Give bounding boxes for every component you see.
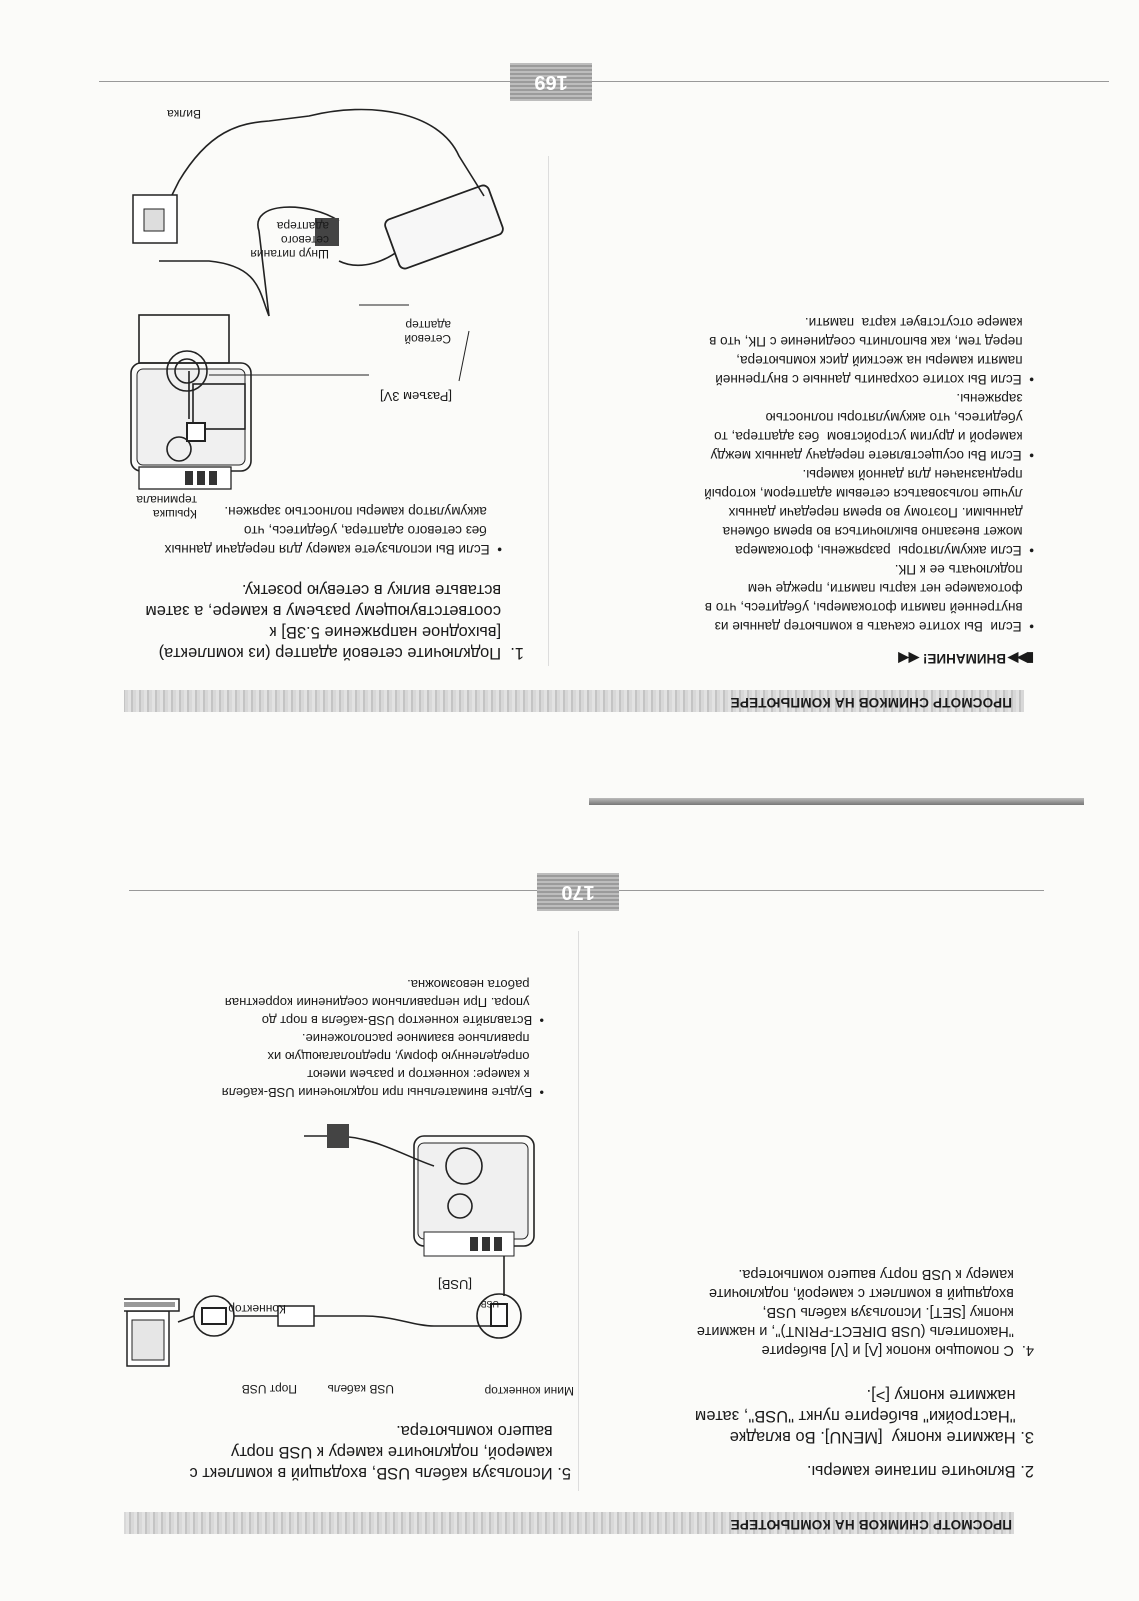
ac-adapter-diagram xyxy=(89,106,509,501)
label-dc-jack: [Разъем 3V] xyxy=(379,389,452,404)
camera-illustration xyxy=(414,1136,534,1256)
warning-icon: ◀◀ xyxy=(898,651,923,666)
label-mini-connector: Мини коннектор xyxy=(484,1384,574,1398)
page-number: 169 xyxy=(510,63,592,101)
computer-illustration xyxy=(124,1299,179,1366)
step-2: 2. Включите питание камеры. xyxy=(806,1462,1034,1480)
page-header: ПРОСМОТР СНИМКОВ НА КОМПЬЮТЕРЕ xyxy=(730,1517,1012,1532)
step-1-note: • Если Вы используете камеру для передачи данных без сетевого адаптера, убедитесь, что аккумулятор камеры полностью заряжен. xyxy=(164,504,502,557)
label-power-cord: Шнур питания сетевого адаптера xyxy=(250,219,329,261)
step-5: 5. Используя кабель USB, входящий в комплект с камерой, подключите камеру к USB порту вашего компьютера. xyxy=(189,1422,571,1482)
step-1: 1. Подключите сетевой адаптер (из комплекта) [выходное напряжение 5.3В] к соответствующему разъему в камере, а затем вставьте вилку в сетевую розетку. xyxy=(145,581,524,662)
footer-rule xyxy=(99,81,1109,82)
label-connector: Коннектор xyxy=(228,1302,286,1316)
usb-notes: • Будьте внимательны при подключении USB-кабеля к камере: коннектор и разъем имеют определенную форму, предполагающую их правильное взаимное расположение. • Вставляйте коннектор USB-кабеля в порт до упора. При неправильном соединении корректная работа невозможна. xyxy=(221,977,544,1100)
camera-illustration xyxy=(131,315,251,489)
usb-connection-diagram xyxy=(124,1106,564,1406)
label-plug: Вилка xyxy=(167,107,201,121)
warning-icon: ▮▶▶ xyxy=(1006,651,1034,666)
label-usb-small: USB xyxy=(480,1299,499,1309)
adapter-box xyxy=(383,184,504,270)
label-usb-bracket: [USB] xyxy=(438,1277,472,1292)
warning-title: ВНИМАНИЕ! xyxy=(922,651,1007,666)
warning-title-row xyxy=(898,650,1034,666)
label-usb-port: Порт USB xyxy=(241,1382,297,1396)
label-usb-cable: USB кабель xyxy=(327,1382,394,1396)
column-divider xyxy=(578,931,579,1491)
warning-text: • Если Вы хотите скачать в компьютер данные из внутренней памяти фотокамеры, убедитесь, что в фотокамере нет карты памяти, прежде чем подключать ее к ПК. • Если аккумуляторы разряжены, фотокамера может внезапно выключиться во время обмена данными. Поэтому во время передачи данных лучше пользоваться сетевым адаптером, который предназначен для данной камеры. • Если Вы осуществляете передачу данных между камерой и другим устройством без адаптера, то убедитесь, что аккумуляторы полностью заряжены. • Если Вы хотите сохранить данные с внутренней памяти камеры на жесткий диск компьютера, перед тем, как выполнить соединение с ПК, что в камере отсутствует карта памяти. xyxy=(704,315,1034,634)
column-divider xyxy=(548,156,549,666)
label-terminal-cover: Крышка терминала xyxy=(136,493,197,521)
page-header: ПРОСМОТР СНИМКОВ НА КОМПЬЮТЕРЕ xyxy=(730,695,1012,710)
step-4: 4. С помощью кнопок [Λ] и [V] выберите "Накопитель (USB DIRECT-PRINT)", и нажмите кнопку [SET]. Используя кабель USB, входящий в комплект с камерой, подключите камеру к USB порту вашего компьютера. xyxy=(696,1266,1034,1358)
page-divider xyxy=(589,798,1084,805)
label-ac-adapter: Сетевой адаптер xyxy=(404,318,451,346)
step-3: 3. Нажмите кнопку [MENU]. Во вкладке "Настройки" выберите пункт "USB", затем нажмите кнопку [>]. xyxy=(694,1386,1034,1446)
page-number: 170 xyxy=(537,873,619,911)
